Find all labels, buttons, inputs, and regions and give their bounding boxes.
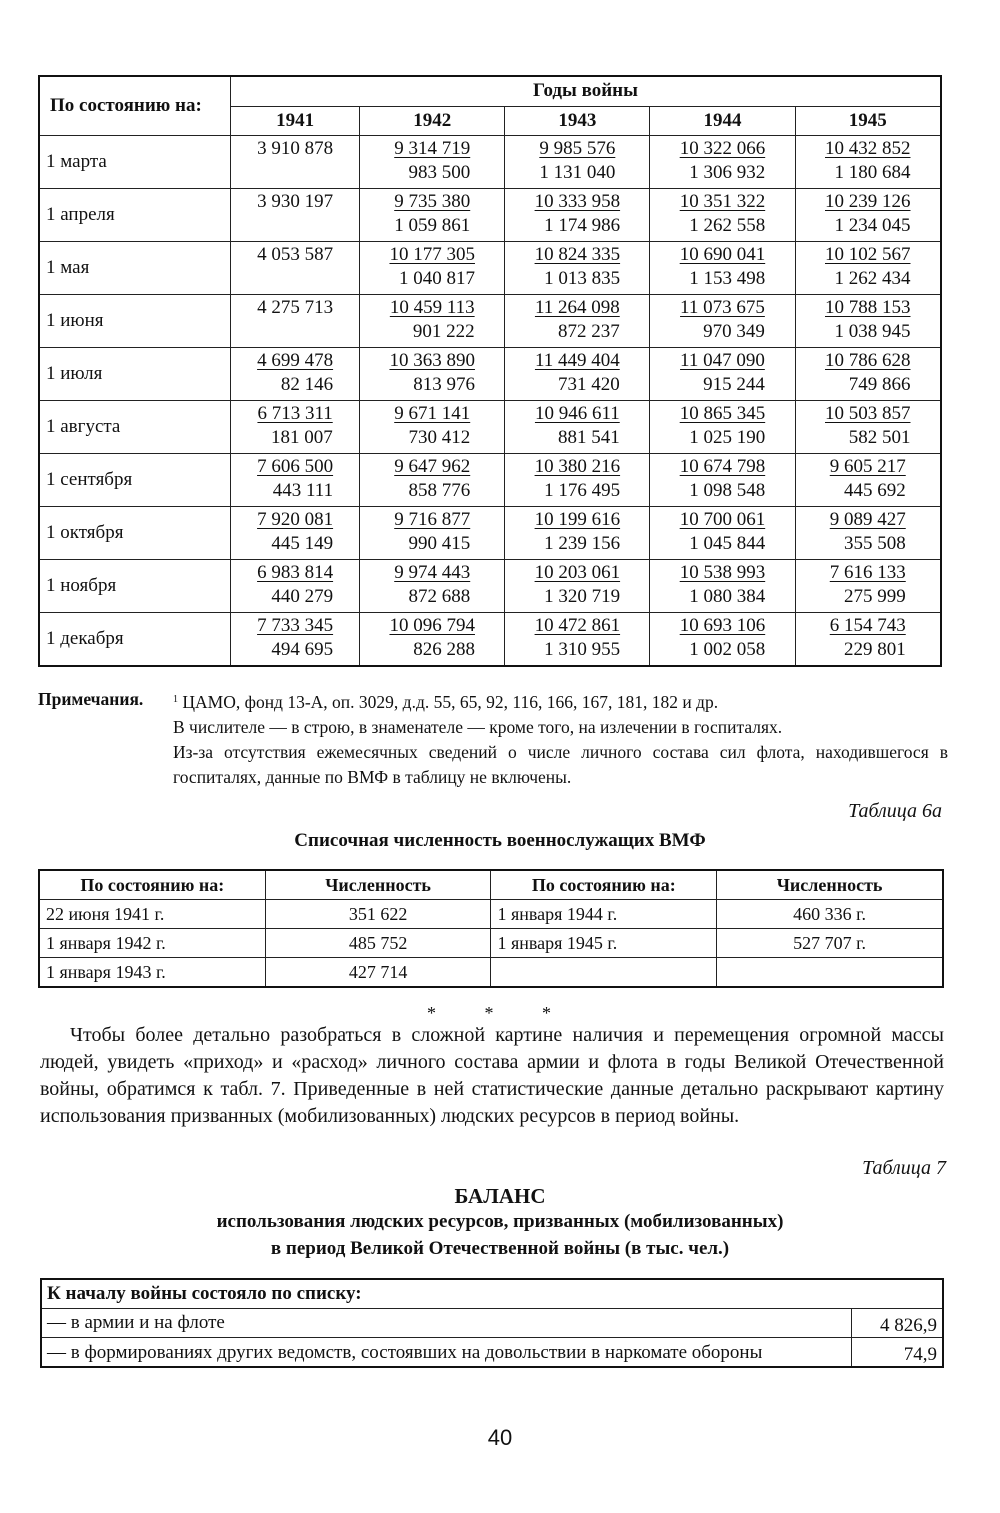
in-hospital-value: 1 310 955 bbox=[544, 639, 621, 660]
strength-cell bbox=[795, 560, 941, 613]
strength-cell bbox=[795, 242, 941, 295]
in-service-value: 9 671 141 bbox=[394, 403, 471, 424]
table6a-title: Списочная численность военнослужащих ВМФ bbox=[294, 830, 706, 851]
in-service-value: 10 177 305 bbox=[389, 244, 475, 265]
strength-cell bbox=[795, 613, 941, 667]
year-header: 1945 bbox=[795, 106, 941, 136]
monthly-strength-table bbox=[38, 75, 942, 667]
table-notes bbox=[38, 687, 948, 790]
table7-subtitle-2: в период Великой Отечественной войны (в тыс. чел.) bbox=[270, 1238, 730, 1259]
in-service-value: 7 733 345 bbox=[257, 615, 334, 636]
navy-strength-table bbox=[38, 869, 944, 988]
strength-cell bbox=[505, 454, 650, 507]
body-paragraph: Чтобы более детально разобраться в сложной картине наличия и перемещения огромной массы людей, увидеть «приход» и «расход» личного состава армии и флота в годы Великой Отечественной войны, обратимся к табл. 7. Приведенные в ней статистические данные детально раскрывают картину использования призванных (мобилизованных) людских ресурсов в период войны. bbox=[40, 1024, 944, 1127]
date-label: 1 августа bbox=[39, 401, 231, 454]
strength-fraction bbox=[825, 401, 911, 450]
table-row bbox=[39, 900, 943, 929]
in-service-value: 4 699 478 bbox=[257, 350, 334, 371]
in-hospital-value: 749 866 bbox=[848, 374, 911, 395]
table-row bbox=[39, 189, 941, 242]
table-row bbox=[39, 560, 941, 613]
strength-cell bbox=[795, 507, 941, 560]
in-service-value: 6 713 311 bbox=[257, 403, 333, 424]
strength-cell bbox=[231, 348, 360, 401]
strength-cell bbox=[505, 242, 650, 295]
in-hospital-value: 970 349 bbox=[703, 321, 765, 342]
in-hospital-value: 826 288 bbox=[413, 639, 475, 660]
in-hospital-value: 443 111 bbox=[272, 480, 334, 501]
date-label: 1 июля bbox=[39, 348, 231, 401]
strength-cell bbox=[231, 189, 360, 242]
in-hospital-value: 1 080 384 bbox=[689, 586, 766, 607]
in-service-value: 10 674 798 bbox=[679, 456, 766, 477]
in-hospital-value: 872 688 bbox=[408, 586, 471, 607]
count-cell: 460 336 г. bbox=[717, 900, 943, 929]
in-service-value: 10 786 628 bbox=[825, 350, 911, 371]
in-hospital-value: 82 146 bbox=[280, 374, 334, 395]
in-service-value: 11 073 675 bbox=[680, 297, 765, 318]
strength-cell bbox=[505, 136, 650, 189]
strength-cell bbox=[505, 613, 650, 667]
strength-cell bbox=[650, 136, 795, 189]
in-hospital-value: 355 508 bbox=[844, 533, 906, 554]
strength-fraction bbox=[394, 454, 470, 503]
strength-cell bbox=[505, 295, 650, 348]
strength-cell bbox=[650, 560, 795, 613]
strength-cell bbox=[360, 401, 505, 454]
strength-cell bbox=[360, 189, 505, 242]
year-header: 1942 bbox=[360, 106, 505, 136]
in-hospital-value: 1 176 495 bbox=[544, 480, 621, 501]
strength-cell bbox=[231, 401, 360, 454]
strength-cell bbox=[231, 295, 360, 348]
strength-fraction bbox=[680, 136, 766, 185]
strength-cell bbox=[231, 560, 360, 613]
strength-fraction bbox=[680, 348, 765, 397]
in-service-value: 6 983 814 bbox=[257, 562, 334, 583]
strength-cell bbox=[360, 242, 505, 295]
row-label-header: По состоянию на: bbox=[39, 76, 231, 136]
date-cell: 1 января 1944 г. bbox=[491, 900, 717, 929]
strength-fraction bbox=[680, 507, 766, 556]
date-label: 1 декабря bbox=[39, 613, 231, 667]
table7-title: БАЛАНС bbox=[454, 1184, 546, 1208]
in-hospital-value: 1 262 434 bbox=[834, 268, 911, 289]
date-header: По состоянию на: bbox=[39, 870, 265, 900]
table-row bbox=[39, 401, 941, 454]
in-service-value: 11 264 098 bbox=[534, 297, 620, 318]
table-row bbox=[39, 295, 941, 348]
table-row bbox=[39, 958, 943, 988]
date-label: 1 сентября bbox=[39, 454, 231, 507]
in-hospital-value: 872 237 bbox=[557, 321, 620, 342]
in-service-value: 10 351 322 bbox=[679, 191, 766, 212]
strength-cell bbox=[795, 136, 941, 189]
table-row bbox=[41, 1338, 943, 1368]
table-row bbox=[39, 613, 941, 667]
strength-cell bbox=[360, 295, 505, 348]
in-service-value: 10 946 611 bbox=[534, 403, 620, 424]
strength-cell bbox=[360, 613, 505, 667]
table-row bbox=[39, 454, 941, 507]
strength-fraction bbox=[257, 507, 333, 556]
strength-fraction bbox=[257, 454, 333, 503]
strength-cell bbox=[505, 560, 650, 613]
in-service-value: 10 432 852 bbox=[825, 138, 911, 159]
strength-cell bbox=[360, 348, 505, 401]
in-service-value: 10 459 113 bbox=[389, 297, 475, 318]
in-service-value: 10 690 041 bbox=[679, 244, 766, 265]
count-cell: 527 707 г. bbox=[717, 929, 943, 958]
date-label: 1 апреля bbox=[39, 189, 231, 242]
strength-fraction bbox=[394, 401, 470, 450]
in-hospital-value: 1 180 684 bbox=[834, 162, 911, 183]
strength-fraction bbox=[535, 189, 621, 238]
strength-fraction bbox=[539, 136, 615, 185]
in-hospital-value: 730 412 bbox=[408, 427, 471, 448]
date-cell: 22 июня 1941 г. bbox=[39, 900, 265, 929]
in-service-value: 10 700 061 bbox=[679, 509, 766, 530]
strength-cell bbox=[231, 507, 360, 560]
strength-cell bbox=[360, 136, 505, 189]
in-service-value: 9 647 962 bbox=[394, 456, 471, 477]
strength-fraction bbox=[680, 560, 766, 609]
date-cell: 1 января 1943 г. bbox=[39, 958, 265, 988]
in-hospital-value: 229 801 bbox=[844, 639, 906, 660]
in-hospital-value: 1 013 835 bbox=[544, 268, 621, 289]
balance-section-header: К началу войны состояло по списку: bbox=[41, 1279, 943, 1309]
strength-cell bbox=[650, 295, 795, 348]
in-hospital-value: 901 222 bbox=[412, 321, 475, 342]
in-hospital-value: 1 059 861 bbox=[394, 215, 471, 236]
in-service-value: 9 974 443 bbox=[394, 562, 471, 583]
strength-cell bbox=[650, 507, 795, 560]
in-hospital-value: 813 976 bbox=[413, 374, 475, 395]
strength-cell bbox=[231, 136, 360, 189]
strength-fraction bbox=[680, 189, 766, 238]
in-service-value: 10 333 958 bbox=[534, 191, 621, 212]
in-service-value: 7 616 133 bbox=[829, 562, 906, 583]
in-service-value: 7 606 500 bbox=[257, 456, 334, 477]
in-hospital-value: 1 234 045 bbox=[834, 215, 911, 236]
in-hospital-value: 1 040 817 bbox=[398, 268, 475, 289]
strength-cell bbox=[231, 454, 360, 507]
section-separator: * * * bbox=[427, 1003, 573, 1023]
strength-cell bbox=[505, 348, 650, 401]
in-service-value: 10 865 345 bbox=[679, 403, 766, 424]
table7-subtitle-1: использования людских ресурсов, призванных (мобилизованных) bbox=[216, 1211, 784, 1232]
strength-value: 3 910 878 bbox=[257, 138, 334, 159]
footnote-mark: 1 bbox=[173, 694, 178, 705]
strength-fraction bbox=[680, 613, 766, 662]
balance-row-label: — в формированиях других ведомств, состоявших на довольствии в наркомате обороны bbox=[41, 1338, 852, 1368]
strength-fraction bbox=[257, 348, 333, 397]
strength-cell bbox=[650, 242, 795, 295]
strength-fraction bbox=[830, 507, 906, 556]
strength-cell bbox=[360, 507, 505, 560]
in-hospital-value: 1 045 844 bbox=[689, 533, 766, 554]
balance-row-value: 74,9 bbox=[852, 1338, 944, 1368]
in-service-value: 10 503 857 bbox=[825, 403, 911, 424]
strength-fraction bbox=[394, 189, 470, 238]
strength-cell bbox=[231, 242, 360, 295]
in-hospital-value: 1 306 932 bbox=[689, 162, 766, 183]
strength-cell bbox=[795, 189, 941, 242]
date-label: 1 марта bbox=[39, 136, 231, 189]
date-label: 1 ноября bbox=[39, 560, 231, 613]
in-service-value: 9 735 380 bbox=[394, 191, 471, 212]
strength-cell bbox=[505, 189, 650, 242]
strength-value: 4 053 587 bbox=[257, 244, 334, 265]
in-hospital-value: 1 153 498 bbox=[689, 268, 766, 289]
in-hospital-value: 1 025 190 bbox=[689, 427, 766, 448]
count-header: Численность bbox=[717, 870, 943, 900]
in-hospital-value: 915 244 bbox=[703, 374, 765, 395]
in-hospital-value: 1 002 058 bbox=[689, 639, 766, 660]
in-hospital-value: 1 262 558 bbox=[689, 215, 766, 236]
in-service-value: 10 239 126 bbox=[825, 191, 911, 212]
in-service-value: 10 824 335 bbox=[534, 244, 621, 265]
in-service-value: 11 449 404 bbox=[534, 350, 620, 371]
strength-fraction bbox=[394, 560, 470, 609]
strength-fraction bbox=[535, 613, 621, 662]
count-cell: 485 752 bbox=[265, 929, 491, 958]
in-hospital-value: 445 149 bbox=[271, 533, 334, 554]
in-hospital-value: 181 007 bbox=[270, 427, 333, 448]
count-cell bbox=[717, 958, 943, 988]
date-cell: 1 января 1945 г. bbox=[491, 929, 717, 958]
date-header: По состоянию на: bbox=[491, 870, 717, 900]
notes-label: Примечания. bbox=[38, 689, 144, 709]
strength-fraction bbox=[825, 189, 911, 238]
count-header: Численность bbox=[265, 870, 491, 900]
strength-fraction bbox=[257, 613, 333, 662]
table-row bbox=[39, 348, 941, 401]
in-hospital-value: 731 420 bbox=[557, 374, 620, 395]
table-row bbox=[39, 507, 941, 560]
in-service-value: 6 154 743 bbox=[829, 615, 906, 636]
strength-fraction bbox=[535, 560, 621, 609]
in-service-value: 10 538 993 bbox=[679, 562, 766, 583]
date-cell: 1 января 1942 г. bbox=[39, 929, 265, 958]
date-label: 1 октября bbox=[39, 507, 231, 560]
in-service-value: 10 693 106 bbox=[679, 615, 766, 636]
page-number: 40 bbox=[487, 1425, 513, 1450]
strength-fraction bbox=[535, 401, 620, 450]
in-service-value: 9 716 877 bbox=[394, 509, 471, 530]
strength-fraction bbox=[535, 507, 621, 556]
strength-fraction bbox=[389, 348, 475, 397]
in-hospital-value: 990 415 bbox=[408, 533, 471, 554]
in-hospital-value: 494 695 bbox=[271, 639, 334, 660]
in-service-value: 7 920 081 bbox=[257, 509, 334, 530]
strength-cell bbox=[650, 454, 795, 507]
in-service-value: 9 314 719 bbox=[394, 138, 471, 159]
strength-cell bbox=[795, 295, 941, 348]
note-navy-exclusion: Из-за отсутствия ежемесячных сведений о числе личного состава сил флота, находившегося в госпиталях, данные по ВМФ в таблицу не включены. bbox=[173, 742, 948, 787]
strength-fraction bbox=[394, 507, 470, 556]
count-cell: 427 714 bbox=[265, 958, 491, 988]
strength-fraction bbox=[680, 454, 766, 503]
strength-value: 3 930 197 bbox=[257, 191, 334, 212]
in-service-value: 10 380 216 bbox=[534, 456, 621, 477]
balance-row-label: — в армии и на флоте bbox=[41, 1309, 852, 1338]
in-hospital-value: 1 131 040 bbox=[539, 162, 616, 183]
strength-cell bbox=[360, 560, 505, 613]
in-hospital-value: 1 174 986 bbox=[544, 215, 621, 236]
in-hospital-value: 582 501 bbox=[848, 427, 911, 448]
in-hospital-value: 881 541 bbox=[557, 427, 620, 448]
strength-cell bbox=[650, 613, 795, 667]
table-row bbox=[39, 242, 941, 295]
year-header: 1944 bbox=[650, 106, 795, 136]
in-service-value: 9 985 576 bbox=[539, 138, 616, 159]
strength-fraction bbox=[680, 295, 765, 344]
in-service-value: 10 322 066 bbox=[679, 138, 766, 159]
strength-cell bbox=[650, 348, 795, 401]
strength-cell bbox=[795, 454, 941, 507]
in-hospital-value: 445 692 bbox=[844, 480, 906, 501]
in-service-value: 10 096 794 bbox=[389, 615, 475, 636]
strength-fraction bbox=[680, 401, 766, 450]
strength-fraction bbox=[825, 136, 911, 185]
in-hospital-value: 275 999 bbox=[844, 586, 906, 607]
date-label: 1 июня bbox=[39, 295, 231, 348]
strength-value: 4 275 713 bbox=[257, 297, 334, 318]
strength-fraction bbox=[535, 295, 620, 344]
date-label: 1 мая bbox=[39, 242, 231, 295]
note-source: $^1$ ЦАМО, фонд 13-А, оп. 3029, д.д. 55, 65, 92, 116, 166, 167, 181, 182 и др. bbox=[173, 692, 719, 712]
note-numerator-explanation: В числителе — в строю, в знаменателе — кроме того, на излечении в госпиталях. bbox=[173, 717, 783, 737]
in-hospital-value: 1 038 945 bbox=[834, 321, 911, 342]
strength-fraction bbox=[257, 560, 333, 609]
war-years-header: Годы войны bbox=[231, 76, 942, 106]
strength-fraction bbox=[390, 295, 475, 344]
in-hospital-value: 1 239 156 bbox=[544, 533, 621, 554]
in-hospital-value: 1 098 548 bbox=[689, 480, 766, 501]
table6a-caption: Таблица 6а bbox=[848, 800, 942, 822]
strength-fraction bbox=[830, 454, 906, 503]
strength-cell bbox=[795, 348, 941, 401]
strength-cell bbox=[231, 613, 360, 667]
year-header: 1943 bbox=[505, 106, 650, 136]
table-row bbox=[41, 1309, 943, 1338]
strength-fraction bbox=[394, 136, 470, 185]
in-service-value: 10 472 861 bbox=[534, 615, 621, 636]
in-hospital-value: 1 320 719 bbox=[544, 586, 621, 607]
date-cell bbox=[491, 958, 717, 988]
in-service-value: 10 363 890 bbox=[389, 350, 475, 371]
in-service-value: 10 788 153 bbox=[825, 297, 911, 318]
strength-fraction bbox=[535, 348, 620, 397]
table7-caption: Таблица 7 bbox=[862, 1157, 946, 1179]
year-header: 1941 bbox=[231, 106, 360, 136]
in-service-value: 10 199 616 bbox=[534, 509, 621, 530]
strength-fraction bbox=[825, 242, 911, 291]
strength-cell bbox=[360, 454, 505, 507]
strength-fraction bbox=[535, 454, 621, 503]
in-service-value: 11 047 090 bbox=[680, 350, 765, 371]
strength-fraction bbox=[257, 401, 332, 450]
in-service-value: 10 102 567 bbox=[825, 244, 911, 265]
in-hospital-value: 440 279 bbox=[271, 586, 334, 607]
in-service-value: 9 089 427 bbox=[829, 509, 906, 530]
table-row bbox=[39, 136, 941, 189]
strength-cell bbox=[795, 401, 941, 454]
in-service-value: 9 605 217 bbox=[829, 456, 906, 477]
strength-cell bbox=[505, 507, 650, 560]
strength-fraction bbox=[830, 560, 906, 609]
table-row bbox=[39, 929, 943, 958]
in-hospital-value: 858 776 bbox=[408, 480, 471, 501]
strength-cell bbox=[650, 189, 795, 242]
count-cell: 351 622 bbox=[265, 900, 491, 929]
strength-fraction bbox=[830, 613, 906, 662]
in-service-value: 10 203 061 bbox=[534, 562, 621, 583]
strength-cell bbox=[650, 401, 795, 454]
strength-fraction bbox=[825, 348, 911, 397]
strength-fraction bbox=[389, 613, 475, 662]
in-hospital-value: 983 500 bbox=[408, 162, 471, 183]
balance-table bbox=[40, 1278, 944, 1368]
strength-cell bbox=[505, 401, 650, 454]
strength-fraction bbox=[535, 242, 621, 291]
strength-fraction bbox=[825, 295, 911, 344]
strength-fraction bbox=[680, 242, 766, 291]
strength-fraction bbox=[389, 242, 475, 291]
balance-row-value: 4 826,9 bbox=[852, 1309, 944, 1338]
